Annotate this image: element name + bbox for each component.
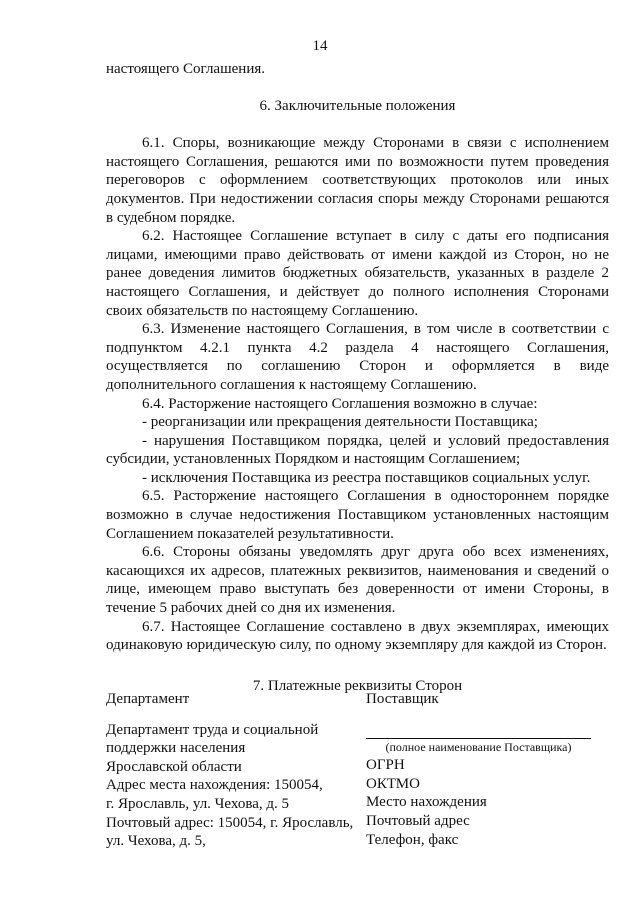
clause-6-2: 6.2. Настоящее Соглашение вступает в силу с даты его подписания лицами, имеющими право действовать от имени каждой из Сторон, но не ранее доведения лимитов бюджетных обязательств, указанных в разделе 2 настоящего Соглашения, и действует до полного исполнения Сторонами своих обязательств по настоящему Соглашению. [106,228,609,319]
clause-6-7: 6.7. Настоящее Соглашение составлено в двух экземплярах, имеющих одинаковую юридическую силу, по одному экземпляру для каждой из Сторон. [106,618,609,654]
supplier-line: ОГРН [366,757,405,774]
department-line: ул. Чехова, д. 5, [106,833,206,850]
supplier-name-caption: (полное наименование Поставщика) [385,740,572,755]
section-6-heading: 6. Заключительные положения [259,97,456,114]
supplier-line: Почтовый адрес [366,812,470,829]
supplier-line: Телефон, факс [366,831,459,848]
supplier-column [366,690,609,849]
clause-6-5: 6.5. Расторжение настоящего Соглашения в одностороннем порядке возможно в случае недостижения Поставщиком установленных настоящим Соглашением показателей результативности. [106,488,609,542]
clause-6-4-item-1: - реорганизации или прекращения деятельности Поставщика; [142,414,538,431]
continuation-text: настоящего Соглашения. [106,61,266,77]
department-column [106,690,366,851]
section-7-heading: 7. Платежные реквизиты Сторон [252,677,463,694]
document-body [106,60,609,695]
supplier-line: Место нахождения [366,794,487,811]
department-line: Департамент труда и социальной [106,721,319,738]
supplier-line: ОКТМО [366,775,420,792]
department-line: г. Ярославль, ул. Чехова, д. 5 [106,795,289,812]
clause-6-4-item-2: - нарушения Поставщиком порядка, целей и условий предоставления субсидии, установленных Порядком и настоящим Соглашением; [106,432,609,468]
department-line: поддержки населения [106,740,246,757]
clause-6-4-item-3: - исключения Поставщика из реестра поставщиков социальных услуг. [142,469,591,486]
supplier-header: Поставщик [366,691,439,707]
department-header: Департамент [106,691,190,707]
department-line: Ярославской области [106,758,242,775]
clause-6-6: 6.6. Стороны обязаны уведомлять друг друга обо всех изменениях, касающихся их адресов, платежных реквизитов, наименования и сведений о лице, имеющем право выступать без доверенности от имени Стороны, в течение 5 рабочих дней со дня их изменения. [106,544,609,617]
department-line: Почтовый адрес: 150054, г. Ярославль, [106,814,354,831]
page-number: 14 [312,38,328,54]
department-line: Адрес места нахождения: 150054, [106,777,323,794]
clause-6-4: 6.4. Расторжение настоящего Соглашения возможно в случае: [142,395,538,412]
clause-6-3: 6.3. Изменение настоящего Соглашения, в том числе в соответствии с подпунктом 4.2.1 пункта 4.2 раздела 4 настоящего Соглашения, осуществляется по соглашению Сторон и оформляется в виде дополнительного соглашения к настоящему Соглашению. [106,321,609,393]
supplier-name-blank-line [366,721,591,740]
clause-6-1: 6.1. Споры, возникающие между Сторонами в связи с исполнением настоящего Соглашения, решаются ими по возможности путем проведения переговоров с оформлением соответствующих протоколов или иных документов. При недостижении согласия споры между Сторонами решаются в судебном порядке. [106,135,609,226]
